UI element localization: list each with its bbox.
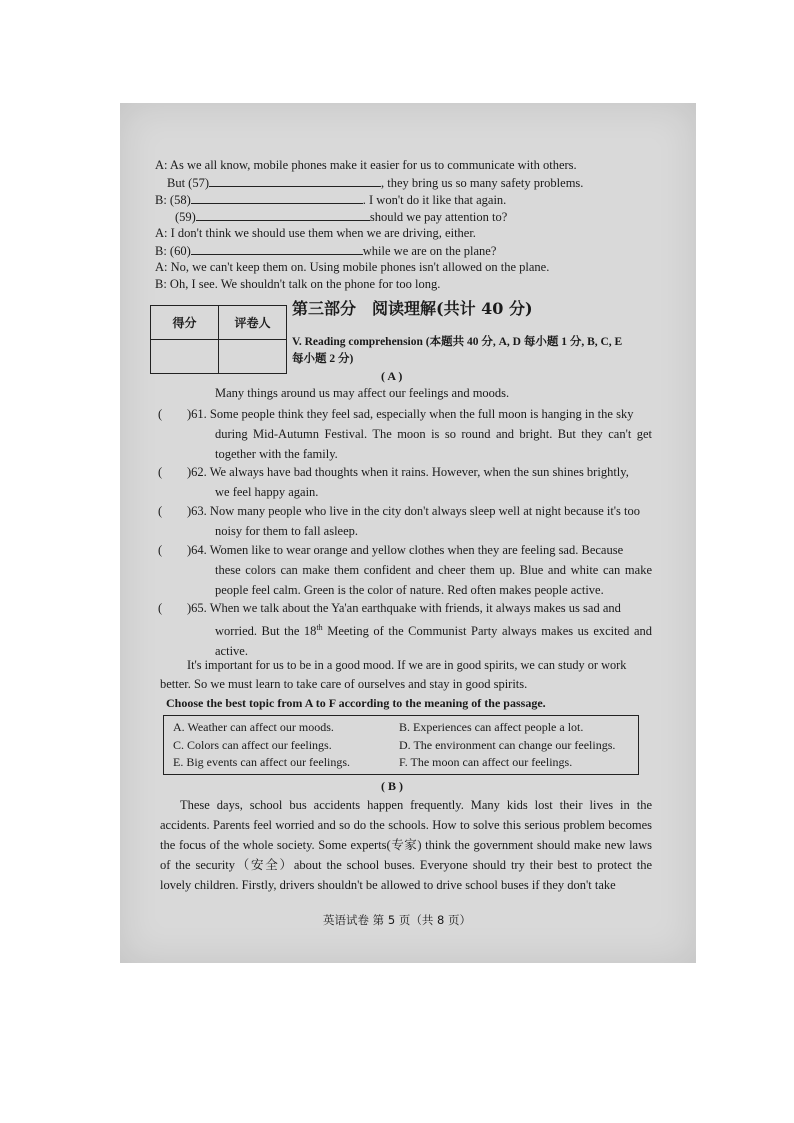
answer-blank-58[interactable] <box>191 191 363 204</box>
blank-number-57: But (57) <box>167 176 210 190</box>
question-first-line: Now many people who live in the city don't always sleep well at night because it's too <box>209 504 641 518</box>
score-header: 得分 <box>151 306 219 340</box>
dialogue-text: A: No, we can't keep them on. Using mobile phones isn't allowed on the plane. <box>155 260 550 274</box>
score-table <box>150 305 287 374</box>
topic-options-box <box>163 715 639 775</box>
answer-blank-57[interactable] <box>209 174 381 187</box>
answer-paren[interactable]: ( <box>158 504 163 518</box>
dialogue-line-5 <box>155 225 476 242</box>
ordinal-suffix: th <box>316 623 323 632</box>
answer-paren[interactable]: ( <box>158 465 163 479</box>
continuation-text: Meeting of the Communist Party always makes us excited and active. <box>215 624 652 659</box>
question-first-line: Some people think they feel sad, especially when the full moon is hanging in the sky <box>209 407 634 421</box>
option-c: C. Colors can affect our feelings. <box>173 738 332 752</box>
dialogue-text: A: As we all know, mobile phones make it easier for us to communicate with others. <box>155 158 577 172</box>
grader-header: 评卷人 <box>219 306 287 340</box>
question-text <box>187 598 652 661</box>
question-text <box>187 501 652 541</box>
blank-number-60: B: (60) <box>155 244 191 258</box>
answer-blank-60[interactable] <box>191 242 363 255</box>
dialogue-line-6 <box>155 242 496 260</box>
dialogue-text: A: I don't think we should use them when we are driving, either. <box>155 226 476 240</box>
option-d: D. The environment can change our feelings. <box>399 738 616 752</box>
blank-number-58: B: (58) <box>155 193 191 207</box>
answer-blank-59[interactable] <box>196 208 370 221</box>
dialogue-line-7 <box>155 259 549 276</box>
question-number: )61. <box>187 407 207 421</box>
reading-instruction: V. Reading comprehension (本题共 40 分, A, D 每小题 1 分, B, C, E <box>292 336 623 348</box>
question-text <box>187 540 652 600</box>
dialogue-line-3 <box>155 191 506 209</box>
closing-paragraph-line2: better. So we must learn to take care of ourselves and stay in good spirits. <box>160 677 528 691</box>
question-first-line: Women like to wear orange and yellow clothes when they are feeling sad. Because <box>209 543 624 557</box>
page-footer: 英语试卷 第 5 页（共 8 页） <box>323 913 471 927</box>
section-a-label: ( A ) <box>381 369 403 383</box>
dialogue-text: B: Oh, I see. We shouldn't talk on the phone for too long. <box>155 277 441 291</box>
option-f: F. The moon can affect our feelings. <box>399 755 573 769</box>
question-number: )62. <box>187 465 207 479</box>
question-continuation: noisy for them to fall asleep. <box>215 524 359 538</box>
section-a-intro: Many things around us may affect our feelings and moods. <box>215 386 510 400</box>
dialogue-line-8 <box>155 276 440 293</box>
question-number: )64. <box>187 543 207 557</box>
dialogue-line-2 <box>167 174 583 192</box>
closing-paragraph-line1: It's important for us to be in a good mood. If we are in good spirits, we can study or work <box>187 658 627 672</box>
grader-cell[interactable] <box>219 340 287 374</box>
option-e: E. Big events can affect our feelings. <box>173 755 351 769</box>
section-b-paragraph <box>160 795 652 895</box>
dialogue-text: while we are on the plane? <box>362 244 497 258</box>
blank-number-59: (59) <box>175 210 196 224</box>
question-first-line: When we talk about the Ya'an earthquake with friends, it always makes us sad and <box>209 601 621 615</box>
question-continuation: we feel happy again. <box>215 485 319 499</box>
dialogue-line-4 <box>175 208 507 226</box>
answer-paren[interactable]: ( <box>158 407 163 421</box>
directions: Choose the best topic from A to F according to the meaning of the passage. <box>166 696 546 710</box>
option-a: A. Weather can affect our moods. <box>173 720 334 734</box>
continuation-text: worried. But the 18 <box>215 624 317 639</box>
section-b-text: These days, school bus accidents happen frequently. Many kids lost their lives in the accidents. Parents feel worried and so do the schools. How to solve this serious problem becomes the focus of the whole society. Some experts(专家) think the government should make new laws of the security（安全）about the school buses. Everyone should try their best to protect the lovely children. Firstly, drivers shouldn't be allowed to drive school buses if they don't take <box>160 798 652 892</box>
option-b: B. Experiences can affect people a lot. <box>399 720 584 734</box>
question-number: )65. <box>187 601 207 615</box>
question-text <box>187 404 652 464</box>
score-cell[interactable] <box>151 340 219 374</box>
answer-paren[interactable]: ( <box>158 601 163 615</box>
question-continuation: during Mid-Autumn Festival. The moon is so round and bright. But they can't get together with the family. <box>215 427 652 461</box>
section-b-label: ( B ) <box>381 779 403 793</box>
dialogue-text: . I won't do it like that again. <box>362 193 507 207</box>
answer-paren[interactable]: ( <box>158 543 163 557</box>
reading-instruction-cont: 每小题 2 分) <box>292 353 354 365</box>
question-continuation: these colors can make them confident and cheer them up. Blue and white can make people feel calm. Green is the color of nature. Red often makes people active. <box>215 563 652 597</box>
dialogue-line-1 <box>155 157 577 174</box>
dialogue-text: , they bring us so many safety problems. <box>381 176 584 190</box>
question-number: )63. <box>187 504 207 518</box>
dialogue-text: should we pay attention to? <box>369 210 508 224</box>
part-title: 第三部分 阅读理解(共计 40 分) <box>292 299 533 318</box>
question-text <box>187 462 652 502</box>
question-first-line: We always have bad thoughts when it rains. However, when the sun shines brightly, <box>209 465 629 479</box>
question-continuation <box>187 618 652 661</box>
